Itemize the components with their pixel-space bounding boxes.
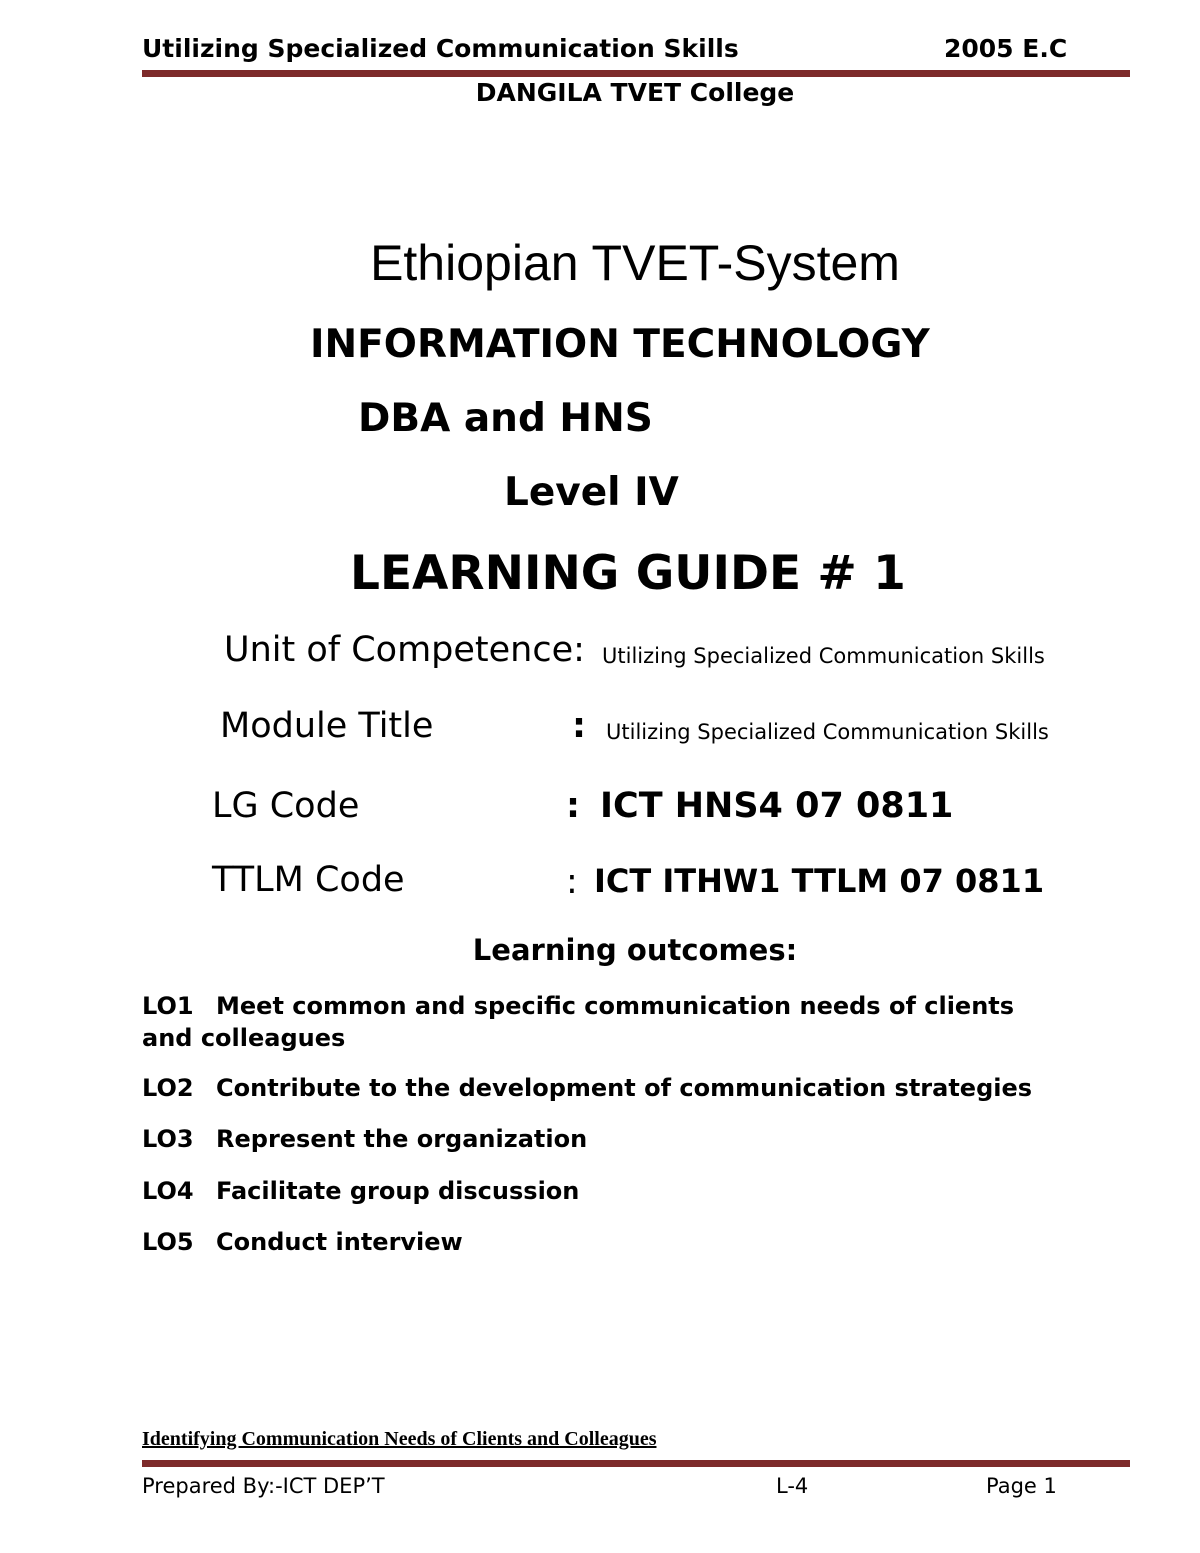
- footer-level: L-4: [776, 1474, 809, 1498]
- footer-topic: Identifying Communication Needs of Clients and Colleagues: [142, 1428, 657, 1450]
- outcome-text: Meet common and specific communication needs of clients and colleagues: [142, 992, 1015, 1052]
- header-divider: [142, 70, 1130, 77]
- outcome-item: [142, 1226, 1072, 1258]
- level-title: Level IV: [504, 470, 679, 515]
- outcome-code: LO2: [142, 1074, 194, 1102]
- ttlm-code-value: ICT ITHW1 TTLM 07 0811: [594, 862, 1045, 900]
- learning-outcomes-heading: Learning outcomes:: [472, 933, 798, 967]
- outcome-code: LO1: [142, 992, 194, 1020]
- outcome-code: LO4: [142, 1177, 194, 1205]
- lg-code-label: LG Code: [212, 786, 360, 826]
- header-year: 2005 E.C: [944, 34, 1068, 63]
- program-title: DBA and HNS: [358, 396, 653, 441]
- college-name: DANGILA TVET College: [475, 78, 795, 107]
- header-title: Utilizing Specialized Communication Skills: [142, 34, 739, 63]
- lg-code-colon: :: [566, 786, 580, 826]
- outcome-text: Conduct interview: [216, 1228, 463, 1256]
- outcome-item: [142, 1175, 1072, 1207]
- outcome-text: Contribute to the development of communication strategies: [216, 1074, 1033, 1102]
- module-title-label: Module Title: [220, 706, 434, 746]
- ttlm-code-label: TTLM Code: [212, 860, 405, 900]
- lg-code-value: ICT HNS4 07 0811: [600, 786, 954, 826]
- outcome-item: [142, 1072, 1072, 1104]
- outcome-item: [142, 1123, 1072, 1155]
- ttlm-code-colon: :: [566, 862, 578, 902]
- outcome-text: Represent the organization: [216, 1125, 588, 1153]
- guide-title: LEARNING GUIDE # 1: [350, 546, 906, 601]
- field-title: INFORMATION TECHNOLOGY: [310, 322, 930, 367]
- footer-prepared-by: Prepared By:-ICT DEP’T: [142, 1474, 385, 1498]
- outcome-item: [142, 990, 1072, 1054]
- module-title-value: Utilizing Specialized Communication Skills: [606, 720, 1049, 744]
- unit-of-competence-value: Utilizing Specialized Communication Skills: [602, 644, 1045, 668]
- module-title-colon: :: [572, 706, 586, 746]
- footer-divider: [142, 1460, 1130, 1467]
- footer-page-number: Page 1: [986, 1474, 1057, 1498]
- outcome-text: Facilitate group discussion: [216, 1177, 580, 1205]
- unit-of-competence-label: Unit of Competence:: [224, 630, 585, 670]
- outcome-code: LO5: [142, 1228, 194, 1256]
- outcome-code: LO3: [142, 1125, 194, 1153]
- system-title: Ethiopian TVET-System: [370, 235, 900, 291]
